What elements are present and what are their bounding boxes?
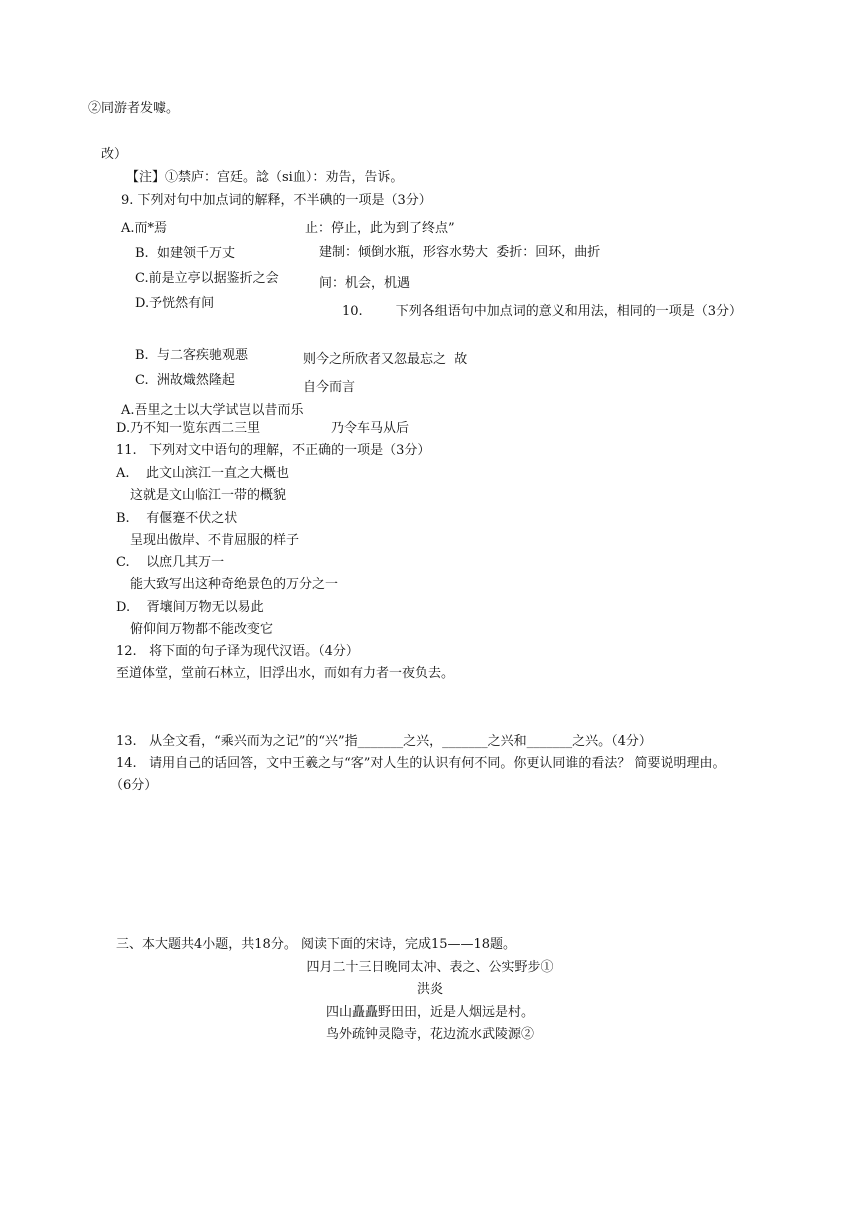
option-b: B. 如建领千万丈 (135, 246, 235, 261)
option-text: 自今而言 (303, 380, 356, 395)
option-text: 乃令车马从后 (331, 421, 410, 436)
poem-title: 四月二十三日晚同太冲、表之、公实野步① (306, 960, 554, 975)
poem-line: 四山矗矗野田田，近是人烟远是村。 (325, 1005, 534, 1020)
question-13: 13. 从全文看，“乘兴而为之记”的“兴”指_______之兴，_______之兴和_______之兴。（4分） (116, 734, 652, 749)
option-d: D.予恍然有间 (135, 296, 215, 311)
option-d: D.乃不知一览东西二三里 (116, 421, 261, 436)
poem-line: 鸟外疏钟灵隐寺，花边流水武陵源② (325, 1027, 534, 1042)
option-a: A.而*焉 (121, 221, 168, 236)
question-14-score: （6分） (110, 778, 158, 793)
question-9: 9. 下列对句中加点词的解释，不半碘的一项是（3分） (121, 193, 432, 208)
option-explanation: 呈现出傲岸、不肯屈服的样子 (130, 533, 300, 548)
option-c: C. 洲故熾然隆起 (135, 373, 235, 388)
option-text: 建制：倾倒水瓶，形容水势大 委折：回环，曲折 (319, 245, 601, 260)
option-c: C.前是立亭以据鉴折之会 (135, 271, 279, 286)
option-explanation: 这就是文山临江一带的概貌 (130, 488, 287, 503)
option-text: 间：机会，机遇 (319, 276, 411, 291)
question-10: 10. 下列各组语句中加点词的意义和用法，相同的一项是（3分） (342, 304, 743, 319)
option-explanation: 能大致写出这种奇绝景色的万分之一 (130, 577, 339, 592)
poem-author: 洪炎 (416, 982, 443, 997)
option-c: C. 以庶几其万一 (116, 555, 225, 570)
option-b: B. 与二客疾驰观悪 (135, 348, 248, 363)
annotation-note: 【注】①禁庐：宫廷。諗（si血）：劝告，告诉。 (126, 170, 404, 185)
option-text: 止：停止，此为到了终点” (305, 221, 455, 236)
text-line: 改） (101, 147, 128, 162)
option-d: D. 胥壤间万物无以易此 (116, 600, 264, 615)
question-14: 14. 请用自己的话回答，文中王羲之与“客”对人生的认识有何不同。你更认同谁的看法？ 简要说明理由。 (116, 756, 726, 771)
option-b: B. 有偃蹇不伏之状 (116, 511, 238, 526)
option-a: A. 此文山滨江一直之大概也 (116, 466, 290, 481)
option-text: 则今之所欣者又忽最忘之 故 (303, 352, 468, 367)
section-heading: 三、本大题共4小题，共18分。 阅读下面的宋诗，完成15——18题。 (116, 937, 517, 952)
question-12: 12. 将下面的句子译为现代汉语。（4分） (116, 644, 359, 659)
option-a: A.吾里之士以大学试岂以昔而乐 (121, 403, 304, 418)
question-11: 11. 下列对文中语句的理解，不正确的一项是（3分） (116, 443, 431, 458)
translation-sentence: 至道体堂，堂前石林立，旧浮出水，而如有力者一夜负去。 (116, 666, 455, 681)
text-line: ②同游者发噱。 (88, 101, 180, 116)
option-explanation: 俯仰间万物都不能改变它 (130, 622, 274, 637)
